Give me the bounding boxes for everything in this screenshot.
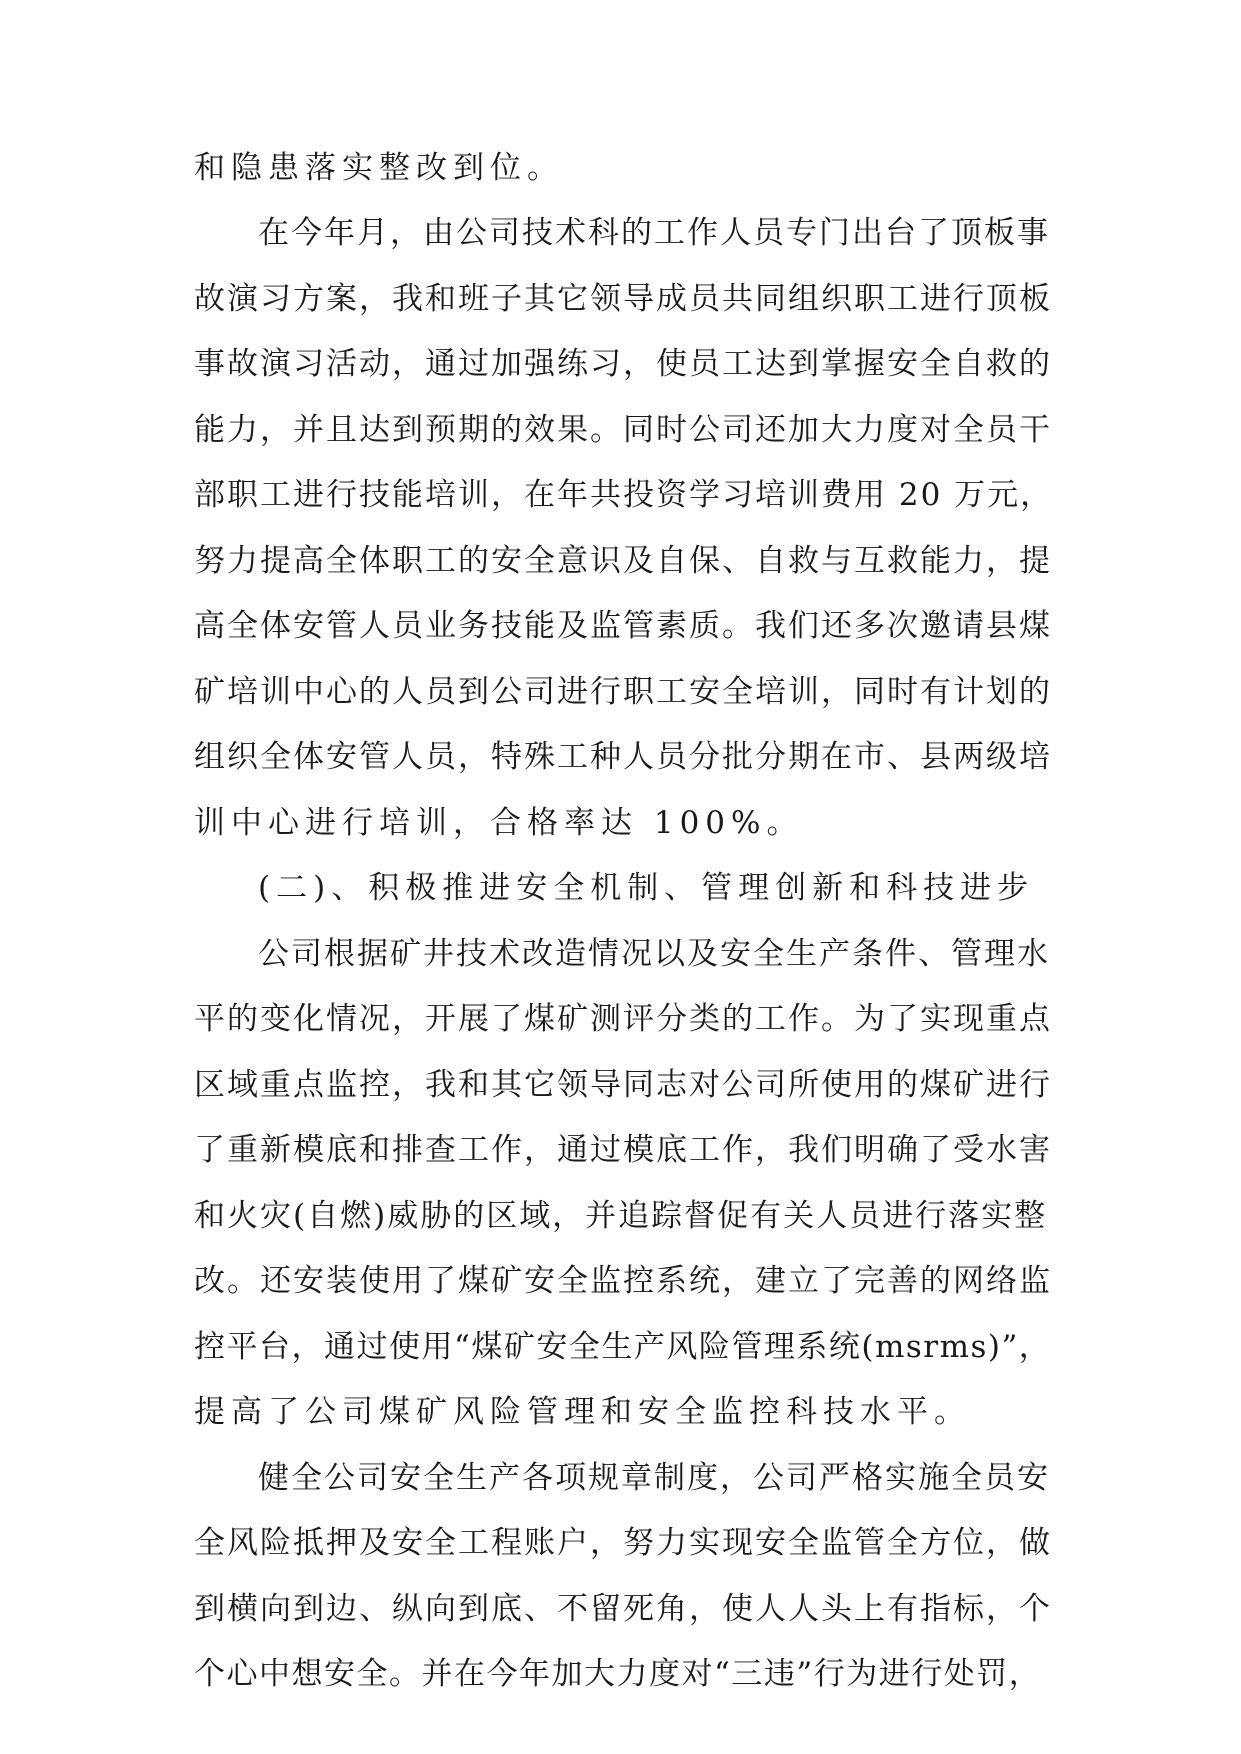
text-line: 高全体安管人员业务技能及监管素质。我们还多次邀请县煤 <box>194 608 1052 645</box>
text-line: 和隐患落实整改到位。 <box>194 150 564 186</box>
paragraph-first-line: 公司根据矿井技术改造情况以及安全生产条件、管理水 <box>258 935 1050 972</box>
text-line: 能力，并且达到预期的效果。同时公司还加大力度对全员干 <box>194 411 1052 448</box>
text-line: 了重新模底和排查工作，通过模底工作，我们明确了受水害 <box>194 1132 1052 1169</box>
text-line: 个心中想安全。并在今年加大力度对“三违”行为进行处罚， <box>194 1656 1042 1692</box>
text-line: 组织全体安管人员，特殊工种人员分批分期在市、县两级培 <box>194 739 1052 776</box>
paragraph-first-line: 健全公司安全生产各项规章制度，公司严格实施全员安 <box>258 1459 1050 1496</box>
text-line: 全风险抵押及安全工程账户，努力实现安全监管全方位，做 <box>194 1525 1052 1562</box>
text-line: 平的变化情况，开展了煤矿测评分类的工作。为了实现重点 <box>194 1001 1052 1038</box>
paragraph-first-line: 在今年月，由公司技术科的工作人员专门出台了顶板事 <box>258 215 1050 252</box>
text-line: 故演习方案，我和班子其它领导成员共同组织职工进行顶板 <box>194 280 1052 317</box>
text-line: 矿培训中心的人员到公司进行职工安全培训，同时有计划的 <box>194 673 1052 710</box>
text-line: 控平台，通过使用“煤矿安全生产风险管理系统(msrms)”， <box>194 1328 1052 1365</box>
text-line: 和火灾(自燃)威胁的区域，并追踪督促有关人员进行落实整 <box>194 1197 1048 1234</box>
text-line: 区域重点监控，我和其它领导同志对公司所使用的煤矿进行 <box>194 1066 1052 1103</box>
text-line: 部职工进行技能培训，在年共投资学习培训费用 20 万元， <box>194 477 1054 514</box>
text-line: 事故演习活动，通过加强练习，使员工达到掌握安全自救的 <box>194 346 1052 383</box>
text-line: 训中心进行培训，合格率达 100%。 <box>194 804 804 841</box>
text-line: 到横向到边、纵向到底、不留死角，使人人头上有指标，个 <box>194 1590 1052 1627</box>
text-line: 提高了公司煤矿风险管理和安全监控科技水平。 <box>194 1394 971 1431</box>
text-line: 改。还安装使用了煤矿安全监控系统，建立了完善的网络监 <box>194 1263 1052 1300</box>
text-line: 努力提高全体职工的安全意识及自保、自救与互救能力，提 <box>194 542 1052 579</box>
section-heading: (二)、积极推进安全机制、管理创新和科技进步 <box>258 870 1035 907</box>
